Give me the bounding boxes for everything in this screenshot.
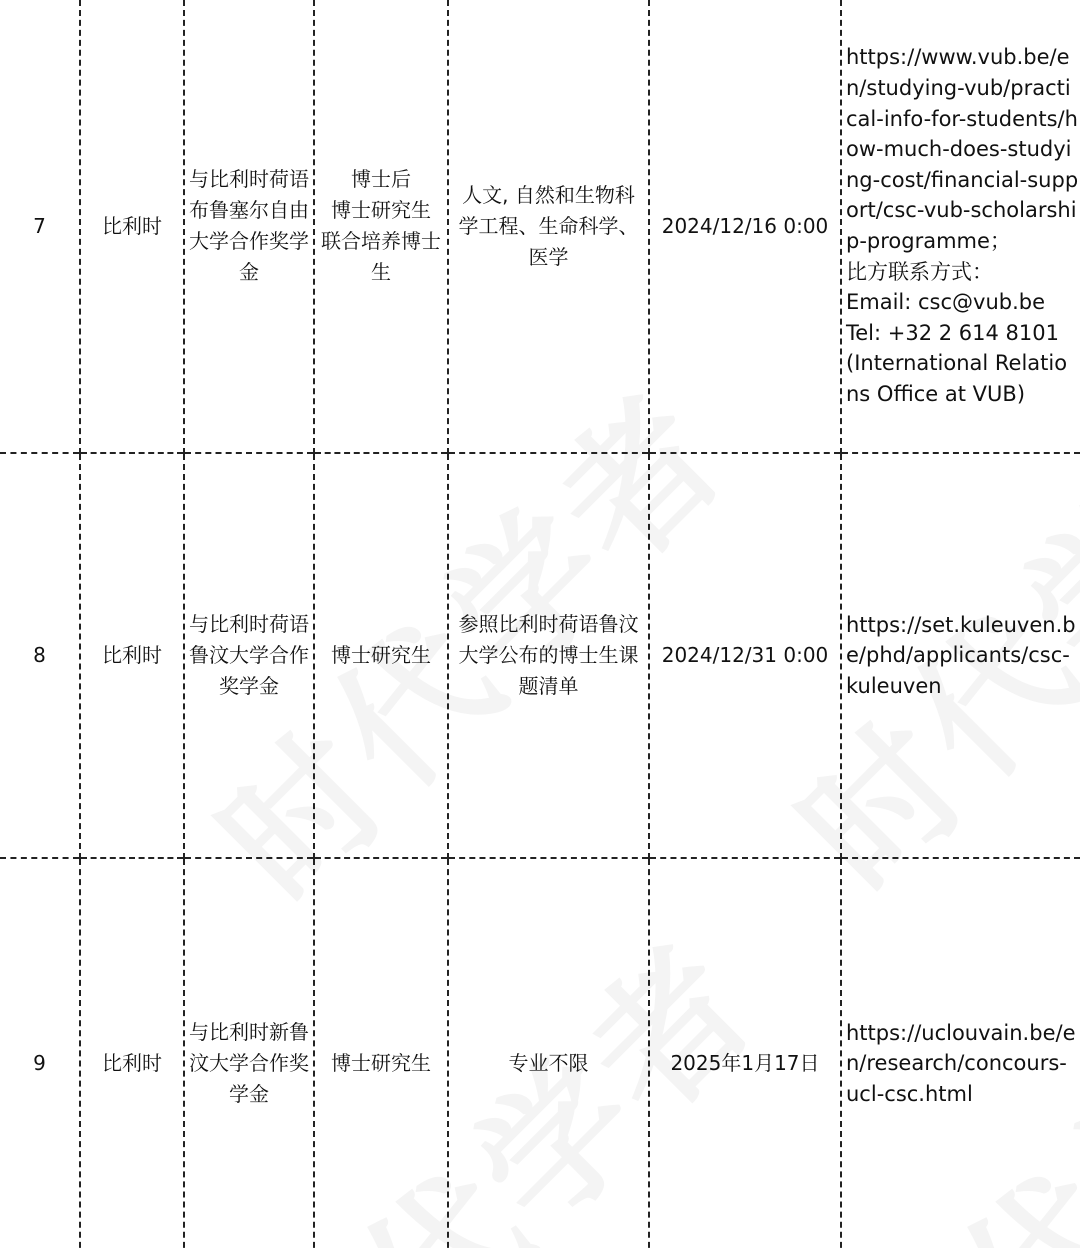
table-row [0,0,1080,453]
field-text: 专业不限 [508,1051,589,1075]
degree-level-item: 博士研究生 [331,198,431,222]
degree-level-cell [314,858,448,1248]
program-name-cell [184,0,314,453]
field-cell [448,0,649,453]
contact-phone: Tel: +32 2 614 8101 (International Relations Office at VUB) [846,320,1068,406]
field-text: 人文, 自然和生物科学工程、生命科学、医学 [458,182,639,269]
contact-cell [841,858,1080,1248]
deadline-cell: 2024/12/16 0:00 [649,0,841,453]
table-row [0,453,1080,858]
field-cell [448,453,649,858]
program-name-text: 与比利时荷语鲁汶大学合作奖学金 [189,612,309,698]
program-name-text: 与比利时荷语布鲁塞尔自由大学合作奖学金 [189,167,309,284]
degree-level-item: 联合培养博士生 [321,229,441,284]
degree-level-item: 博士后 [351,167,411,191]
row-number-cell: 7 [0,0,80,453]
field-cell [448,858,649,1248]
degree-level-item: 博士研究生 [331,643,431,667]
program-name-text: 与比利时新鲁汶大学合作奖学金 [189,1020,309,1106]
row-number-cell: 9 [0,858,80,1248]
table-row [0,858,1080,1248]
degree-level-cell [314,453,448,858]
contact-email: Email: csc@vub.be [846,290,1046,315]
deadline-cell: 2024/12/31 0:00 [649,453,841,858]
program-name-cell [184,453,314,858]
contact-cell [841,0,1080,453]
scholarship-url-link[interactable]: https://set.kuleuven.be/phd/applicants/csc-kuleuven [846,612,1076,698]
scholarship-url-link[interactable]: https://www.vub.be/en/studying-vub/practical-info-for-students/how-much-does-studying-cost/financial-support/csc-vub-scholarship-programme； [846,45,1079,253]
program-name-cell [184,858,314,1248]
contact-heading: 比方联系方式： [846,259,993,284]
contact-cell [841,453,1080,858]
country-cell: 比利时 [80,0,184,453]
degree-level-cell [314,0,448,453]
degree-level-item: 博士研究生 [331,1051,431,1075]
scholarship-url-link[interactable]: https://uclouvain.be/en/research/concours-ucl-csc.html [846,1020,1076,1106]
field-text: 参照比利时荷语鲁汶大学公布的博士生课题清单 [458,612,639,698]
country-cell: 比利时 [80,453,184,858]
deadline-cell: 2025年1月17日 [649,858,841,1248]
row-number-cell: 8 [0,453,80,858]
country-cell: 比利时 [80,858,184,1248]
